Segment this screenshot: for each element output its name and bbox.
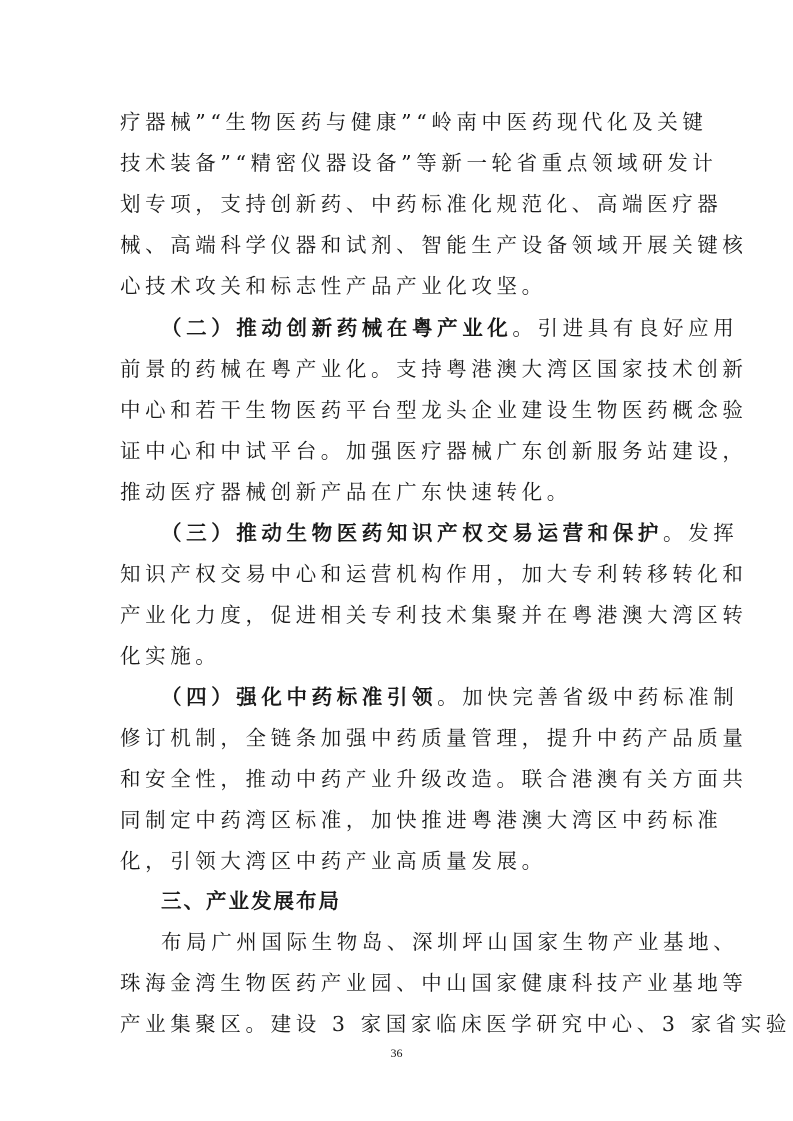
paragraph-line: 疗器械”“生物医药与健康”“岭南中医药现代化及关键 <box>120 110 708 134</box>
section-2-first-line <box>161 313 739 343</box>
paragraph-line: 证中心和中试平台。加强医疗器械广东创新服务站建设， <box>120 439 748 463</box>
paragraph-line: 产业集聚区。建设 3 家国家临床医学研究中心、3 家省实验 <box>120 1012 792 1036</box>
paragraph-line: 和安全性，推动中药产业升级改造。联合港澳有关方面共 <box>120 767 748 791</box>
section-2-lead: 。引进具有良好应用 <box>512 316 739 340</box>
section-2-title: （二）推动创新药械在粤产业化 <box>161 316 513 340</box>
paragraph-line: 前景的药械在粤产业化。支持粤港澳大湾区国家技术创新 <box>120 357 748 381</box>
section-4-first-line <box>161 682 739 712</box>
paragraph-line: 划专项，支持创新药、中药标准化规范化、高端医疗器 <box>120 192 723 216</box>
page-number: 36 <box>390 1046 403 1060</box>
section-4-title: （四）强化中药标准引领 <box>161 685 438 709</box>
paragraph-line: 珠海金湾生物医药产业园、中山国家健康科技产业基地等 <box>120 971 748 995</box>
paragraph-line: 械、高端科学仪器和试剂、智能生产设备领域开展关键核 <box>120 233 748 257</box>
section-3-first-line <box>161 518 739 548</box>
paragraph-line: 同制定中药湾区标准，加快推进粤港澳大湾区中药标准 <box>120 808 723 832</box>
paragraph-line: 技术装备”“精密仪器设备”等新一轮省重点领域研发计 <box>120 151 718 175</box>
paragraph-line: 推动医疗器械创新产品在广东快速转化。 <box>120 480 572 504</box>
paragraph-line: 修订机制，全链条加强中药质量管理，提升中药产品质量 <box>120 726 748 750</box>
paragraph-line: 化，引领大湾区中药产业高质量发展。 <box>120 849 547 873</box>
paragraph-line: 中心和若干生物医药平台型龙头企业建设生物医药概念验 <box>120 398 748 422</box>
section-3-title: （三）推动生物医药知识产权交易运营和保护 <box>161 521 663 545</box>
section-3-lead: 。发挥 <box>663 521 739 545</box>
paragraph-line: 心技术攻关和标志性产品产业化攻坚。 <box>120 274 547 298</box>
paragraph-line: 知识产权交易中心和运营机构作用，加大专利转移转化和 <box>120 562 748 586</box>
section-4-lead: 。加快完善省级中药标准制 <box>437 685 739 709</box>
paragraph-line: 产业化力度，促进相关专利技术集聚并在粤港澳大湾区转 <box>120 603 748 627</box>
paragraph-line: 化实施。 <box>120 644 221 668</box>
paragraph-line: 布局广州国际生物岛、深圳坪山国家生物产业基地、 <box>161 930 739 954</box>
section-heading: 三、产业发展布局 <box>161 889 341 913</box>
